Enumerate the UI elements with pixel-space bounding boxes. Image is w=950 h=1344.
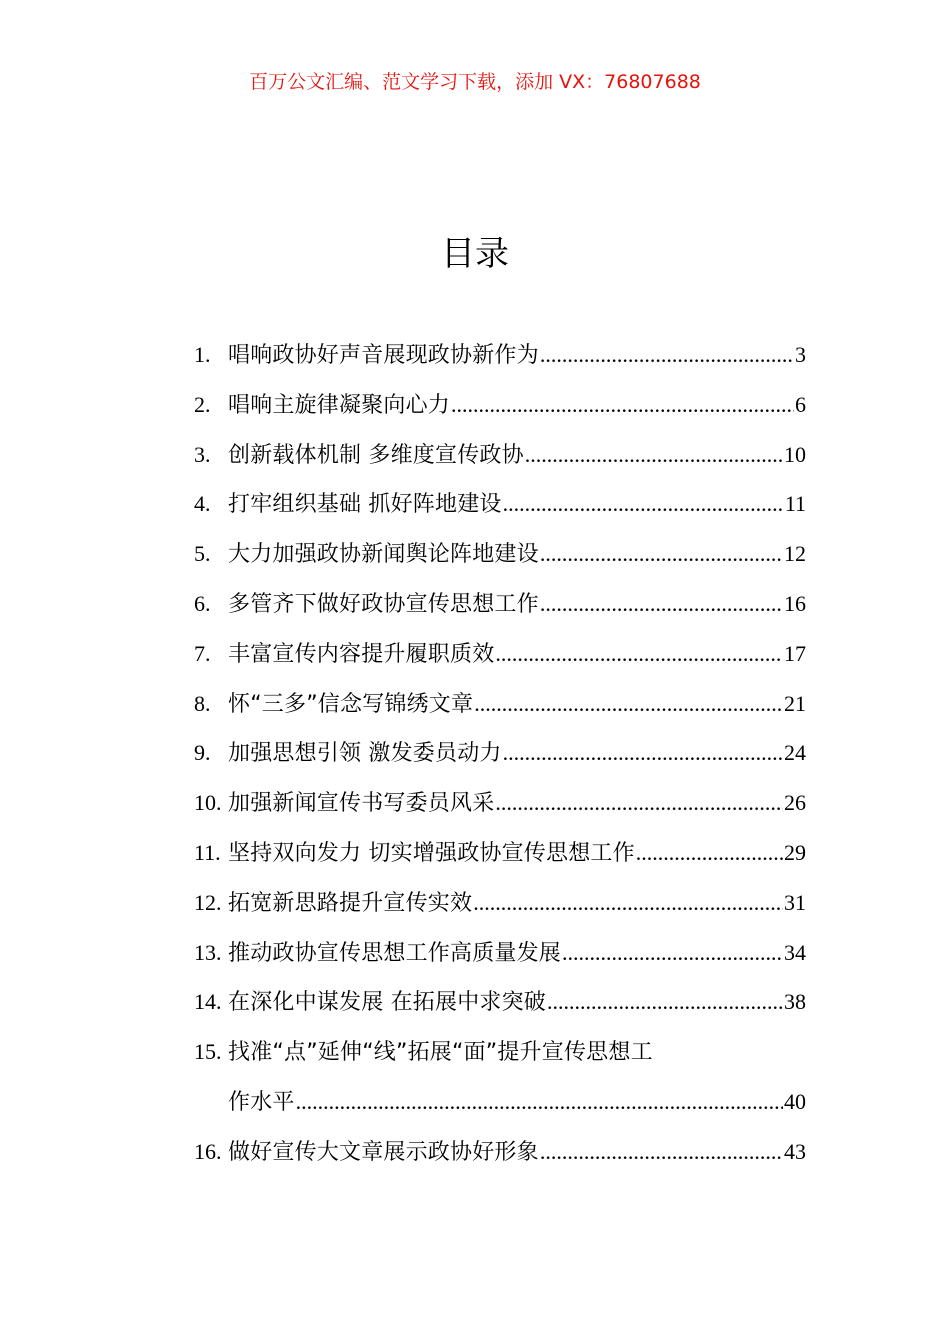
toc-entry-number: 10. <box>194 790 222 816</box>
toc-entry-number: 16. <box>194 1138 222 1164</box>
toc-entry-number: 4. <box>194 491 211 517</box>
toc-entry-title: 做好宣传大文章展示政协好形象 <box>228 1139 539 1165</box>
toc-entry-title: 加强思想引领 激发委员动力 <box>228 741 502 767</box>
toc-entry-page: 43 <box>784 1138 806 1164</box>
toc-dot-leader <box>473 878 783 928</box>
toc-entry-page: 17 <box>784 640 806 666</box>
toc-entry-title: 加强新闻宣传书写委员风采 <box>228 791 495 817</box>
toc-entry-number: 15. <box>194 1039 222 1065</box>
toc-entry[interactable] <box>194 778 806 828</box>
toc-dot-leader <box>474 679 783 729</box>
toc-entry-number: 2. <box>194 391 211 417</box>
toc-entry-title: 大力加强政协新闻舆论阵地建设 <box>228 542 539 568</box>
toc-entry-line-2 <box>194 1077 806 1127</box>
toc-entry[interactable] <box>194 529 806 579</box>
toc-dot-leader <box>503 728 783 778</box>
toc-entry-page: 10 <box>784 441 806 467</box>
toc-entry-page: 38 <box>784 989 806 1015</box>
toc-dot-leader <box>540 330 794 380</box>
header-note: 百万公文汇编、范文学习下载，添加 VX：76807688 <box>249 71 701 93</box>
toc-dot-leader <box>540 1127 783 1177</box>
toc-entry[interactable] <box>194 928 806 978</box>
toc-entry-title: 推动政协宣传思想工作高质量发展 <box>228 940 562 966</box>
toc-dot-leader <box>562 928 783 978</box>
toc-entry-title: 怀“三多”信念写锦绣文章 <box>228 691 474 717</box>
table-of-contents <box>194 330 806 1177</box>
toc-entry-number: 8. <box>194 690 211 716</box>
toc-entry[interactable] <box>194 579 806 629</box>
toc-dot-leader <box>547 977 783 1027</box>
toc-entry[interactable] <box>194 479 806 529</box>
toc-entry-title-continued: 作水平 <box>228 1089 295 1115</box>
toc-entry-title: 拓宽新思路提升宣传实效 <box>228 890 473 916</box>
toc-entry-title: 多管齐下做好政协宣传思想工作 <box>228 591 539 617</box>
toc-entry[interactable] <box>194 828 806 878</box>
toc-entry-page: 26 <box>784 790 806 816</box>
toc-entry-title: 丰富宣传内容提升履职质效 <box>228 641 495 667</box>
toc-entry-page: 40 <box>784 1088 806 1114</box>
toc-dot-leader <box>296 1077 783 1127</box>
toc-dot-leader <box>540 579 783 629</box>
toc-dot-leader <box>495 629 783 679</box>
toc-entry-title: 唱响政协好声音展现政协新作为 <box>228 343 539 368</box>
toc-entry-title: 在深化中谋发展 在拓展中求突破 <box>228 990 546 1016</box>
toc-dot-leader <box>495 778 783 828</box>
toc-entry[interactable] <box>194 728 806 778</box>
toc-dot-leader <box>525 430 783 480</box>
toc-entry-number: 9. <box>194 740 211 766</box>
toc-entry-number: 7. <box>194 640 211 666</box>
toc-entry-number: 13. <box>194 939 222 965</box>
toc-dot-leader <box>636 828 783 878</box>
toc-entry-line-1 <box>194 1027 806 1077</box>
toc-entry-page: 16 <box>784 590 806 616</box>
toc-entry[interactable] <box>194 1127 806 1177</box>
toc-entry-number: 14. <box>194 989 222 1015</box>
toc-entry-title: 创新载体机制 多维度宣传政协 <box>228 442 524 468</box>
toc-entry-title: 找准“点”延伸“线”拓展“面”提升宣传思想工 <box>228 1040 653 1066</box>
toc-entry-page: 12 <box>784 541 806 567</box>
toc-entry-page: 21 <box>784 690 806 716</box>
toc-dot-leader <box>540 529 783 579</box>
toc-entry-page: 6 <box>795 391 806 417</box>
page-title: 目录 <box>441 234 509 274</box>
toc-entry-page: 11 <box>784 491 806 517</box>
toc-entry[interactable] <box>194 977 806 1027</box>
toc-entry-number: 5. <box>194 541 211 567</box>
toc-entry-number: 3. <box>194 441 211 467</box>
toc-entry-page: 24 <box>784 740 806 766</box>
toc-entry-number: 1. <box>194 342 211 367</box>
toc-entry-page: 29 <box>784 839 806 865</box>
toc-entry[interactable] <box>194 1027 806 1127</box>
toc-entry[interactable] <box>194 679 806 729</box>
toc-entry[interactable] <box>194 430 806 480</box>
toc-entry-number: 12. <box>194 889 222 915</box>
toc-entry-number: 11. <box>194 839 221 865</box>
toc-entry[interactable] <box>194 629 806 679</box>
toc-dot-leader <box>451 380 794 430</box>
toc-entry-title: 打牢组织基础 抓好阵地建设 <box>228 492 502 518</box>
toc-entry[interactable] <box>194 330 806 380</box>
toc-entry[interactable] <box>194 878 806 928</box>
toc-entry-page: 31 <box>784 889 806 915</box>
toc-entry[interactable] <box>194 380 806 430</box>
toc-dot-leader <box>503 479 784 529</box>
toc-entry-page: 3 <box>795 342 806 367</box>
toc-entry-title: 坚持双向发力 切实增强政协宣传思想工作 <box>228 840 635 866</box>
toc-entry-number: 6. <box>194 590 211 616</box>
toc-entry-title: 唱响主旋律凝聚向心力 <box>228 392 451 418</box>
toc-entry-page: 34 <box>784 939 806 965</box>
